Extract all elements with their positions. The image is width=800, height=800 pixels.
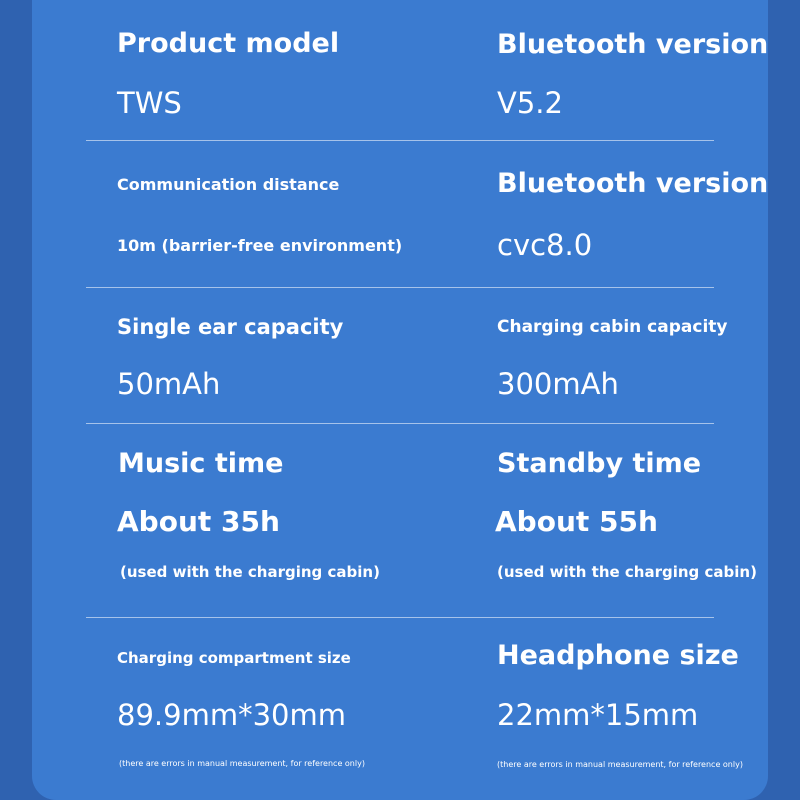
- spec-label-standby-time: Standby time: [497, 448, 702, 479]
- spec-label-bluetooth-version-2: Bluetooth version: [497, 168, 769, 199]
- spec-note-charging-compartment-size: (there are errors in manual measurement, for reference only): [119, 759, 365, 768]
- spec-value-music-time: About 35h: [117, 505, 280, 538]
- spec-label-charging-compartment-size: Charging compartment size: [117, 649, 351, 667]
- row-divider: [86, 140, 714, 141]
- spec-value-charging-cabin-capacity: 300mAh: [497, 367, 619, 401]
- spec-value-cvc: cvc8.0: [497, 228, 593, 262]
- row-divider: [86, 617, 714, 618]
- spec-label-single-ear-capacity: Single ear capacity: [117, 315, 344, 339]
- row-divider: [86, 287, 714, 288]
- spec-note-standby-time: (used with the charging cabin): [497, 563, 757, 581]
- spec-value-communication-distance: 10m (barrier-free environment): [117, 236, 403, 255]
- spec-value-product-model: TWS: [117, 86, 182, 120]
- spec-note-music-time: (used with the charging cabin): [120, 563, 380, 581]
- spec-label-product-model: Product model: [117, 28, 340, 59]
- spec-label-communication-distance: Communication distance: [117, 175, 340, 194]
- row-divider: [86, 423, 714, 424]
- spec-value-charging-compartment-size: 89.9mm*30mm: [117, 698, 346, 732]
- spec-value-bluetooth-version: V5.2: [497, 86, 563, 120]
- spec-value-single-ear-capacity: 50mAh: [117, 367, 221, 401]
- spec-label-bluetooth-version: Bluetooth version: [497, 29, 769, 60]
- spec-label-charging-cabin-capacity: Charging cabin capacity: [497, 317, 728, 337]
- spec-value-headphone-size: 22mm*15mm: [497, 698, 699, 732]
- spec-label-music-time: Music time: [118, 448, 284, 479]
- spec-value-standby-time: About 55h: [495, 505, 658, 538]
- spec-label-headphone-size: Headphone size: [497, 640, 739, 671]
- spec-note-headphone-size: (there are errors in manual measurement, for reference only): [497, 760, 743, 769]
